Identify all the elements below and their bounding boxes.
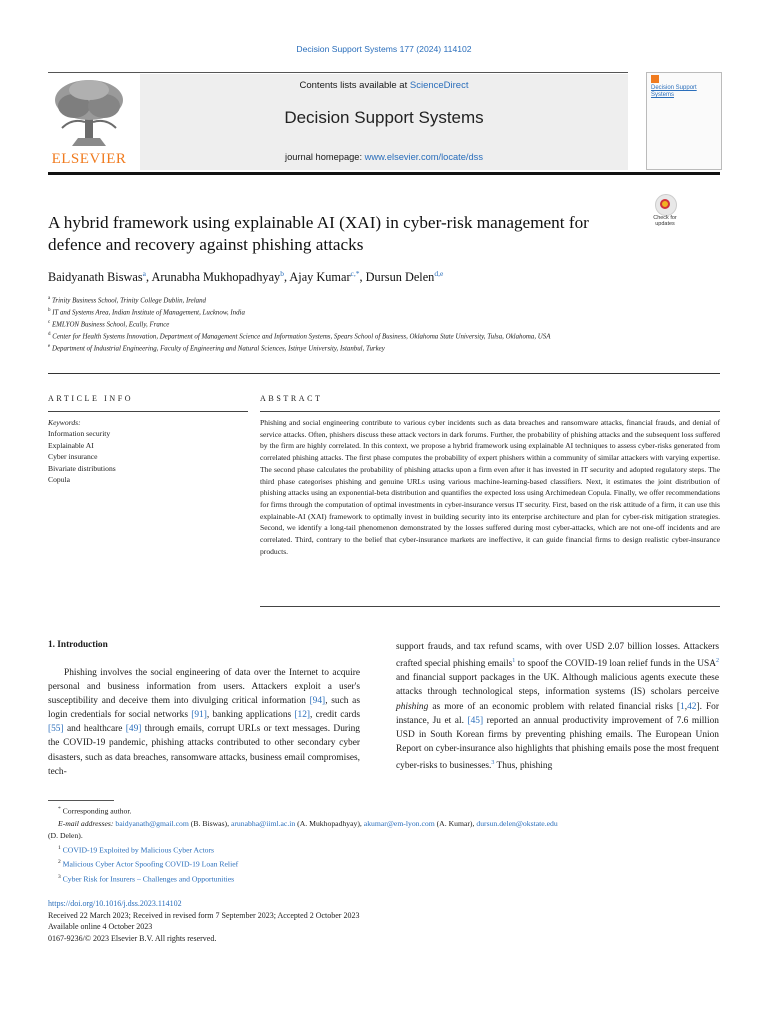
author-affil-sup[interactable]: a <box>142 269 146 278</box>
email-link[interactable]: arunabha@iiml.ac.in <box>230 818 296 828</box>
body-text: , banking applications <box>206 710 295 721</box>
body-text: and healthcare <box>63 724 126 735</box>
footnote-link[interactable]: Malicious Cyber Actor Spoofing COVID-19 Loan Relief <box>62 859 239 869</box>
journal-cover-thumbnail[interactable] <box>646 72 722 170</box>
affil-label: e <box>48 343 51 349</box>
email-link[interactable]: akumar@em-lyon.com <box>363 818 435 828</box>
corresponding-text: Corresponding author. <box>62 806 132 816</box>
abstract-text: Phishing and social engineering contribute to various cyber incidents such as data breaches and ransomware attacks, financial frauds, and denial of service attacks. Often, phishers discuss these attack vectors in dark forums. Further, the probability of phishing attacks and the subsequent loss suffered by the firm are highly correlated. In this context, we propose a hybrid framework using explainable AI techniques to assess cyber-risks generated from correlated phishing attacks. The first phase computes the probability of expert phishers within a community of similar attackers with varying expertise. The second phase calculates the probability of phishing attacks upon a firm even after it has invested in IT security and adopted regulatory steps. The third phase categorises phishing and genuine URLs using various machine-learning-based classifiers. Next, it estimates the joint distribution of phishing attacks using an exponential-beta distribution and quantifies the expected loss using Archimedean Copula. Finally, we offer recommendations for firms through the computation of optimal investments in cyber-insurance versus IT security. First, based on the risk attitude of a firm, it can use this explainable-AI (XAI) framework to optimally invest in building security into its enterprise architecture and plan for cyber-risk mitigation strategies. Second, we identify a long-tail phenomenon demonstrated by the losses suffered during most cyber-attacks, which are not one-off incidents and are correlated. Third, contrary to the belief that cyber-insurance markets are ineffective, it can guide financial firms to design realistic cyber-insurance products. <box>260 418 720 556</box>
body-text: as more of an economic problem with related financial risks [ <box>428 701 681 712</box>
email-tail: (D. Delen). <box>48 830 83 840</box>
footnote-item <box>48 842 720 857</box>
header-top-rule <box>48 72 628 73</box>
intro-left-column <box>48 666 360 779</box>
email-label: E-mail addresses: <box>58 818 116 828</box>
homepage-prefix: journal homepage: <box>285 152 365 162</box>
body-text: reported an annual productivity improvement of 7.6 million USD in South Korean firms by preventing phishing emails. The European Union Report on cyber-insurance also highlights that phishing emails pose the most frequent cyber-risks to businesses. <box>396 715 719 771</box>
corresponding-author-note <box>48 803 720 818</box>
emphasis-text: phishing <box>396 701 429 712</box>
body-text: , credit cards <box>310 710 360 721</box>
body-text: Phishing involves the social engineering of data over the Internet to acquire personal and business information from users. Attackers exploit a user's susceptibility and deceive them into divulging critical information <box>48 668 360 707</box>
affiliation <box>48 342 648 354</box>
author-affil-sup[interactable]: b <box>280 269 284 278</box>
affil-label: b <box>48 307 51 313</box>
available-online: Available online 4 October 2023 <box>48 922 153 931</box>
cover-title: Decision Support Systems <box>651 85 697 98</box>
citation-link[interactable]: [12] <box>294 710 311 721</box>
check-updates-label: Check for updates <box>653 215 677 227</box>
affiliation <box>48 330 648 342</box>
keyword: Explainable AI <box>48 440 94 450</box>
body-text: , such as login credentials for social networks <box>48 696 360 721</box>
author-name[interactable]: Arunabha Mukhopadhyay <box>151 270 281 285</box>
footnote-marker[interactable]: 3 <box>491 759 495 766</box>
homepage-link[interactable]: www.elsevier.com/locate/dss <box>364 152 483 162</box>
elsevier-tree-icon <box>52 78 126 148</box>
keyword: Cyber insurance <box>48 452 98 462</box>
abstract-end-rule <box>260 606 720 607</box>
footnote-number: 1 <box>58 844 61 851</box>
paper-title: A hybrid framework using explainable AI (XAI) in cyber-risk management for defence and recovery against phishing attacks <box>48 213 589 254</box>
copyright-notice: 0167-9236/© 2023 Elsevier B.V. All rights reserved. <box>48 933 217 943</box>
affil-text: IT and Systems Area, Indian Institute of Management, Lucknow, India <box>52 309 245 317</box>
keyword: Bivariate distributions <box>48 463 116 473</box>
citation-link[interactable]: 1 <box>680 701 685 712</box>
doi-link[interactable]: https://doi.org/10.1016/j.dss.2023.114102 <box>48 899 182 908</box>
citation-link[interactable]: [55] <box>48 724 64 735</box>
homepage-line <box>140 152 628 162</box>
email-owner: (B. Biswas), <box>188 818 231 828</box>
citation-link[interactable]: 42 <box>687 701 697 712</box>
keyword: Information security <box>48 429 111 439</box>
citation-link[interactable]: [91] <box>191 710 207 721</box>
footnote-marker[interactable]: 1 <box>512 658 516 665</box>
publication-info <box>48 898 720 944</box>
body-text: ]. For instance, Ju et al. <box>396 701 719 726</box>
affil-label: d <box>48 331 51 337</box>
email-owner: (A. Mukhopadhyay), <box>295 818 364 828</box>
received-dates: Received 22 March 2023; Received in revised form 7 September 2023; Accepted 2 October 2023 <box>48 910 360 920</box>
affiliation <box>48 318 648 330</box>
introduction-heading: 1. Introduction <box>48 640 108 650</box>
footnotes <box>48 803 720 885</box>
check-updates-bookmark-icon <box>660 199 670 209</box>
body-text: through emails, corrupt URLs or text messages. During the COVID-19 pandemic, phishing attacks contributed to other secondary cyber disasters, such as data breaches, ransomware attacks, business email compromises, tech- <box>48 724 360 777</box>
author-list: Baidyanath Biswas$^a$, Arunabha Mukhopadhyay$^b$, Ajay Kumar$^{c,*}$, Dursun Delen$^{d,e}$ <box>48 269 444 285</box>
publisher-name: ELSEVIER <box>51 151 127 167</box>
article-info-rule <box>48 411 248 412</box>
body-text: Thus, phishing <box>494 761 553 771</box>
footnote-link[interactable]: Cyber Risk for Insurers – Challenges and Opportunities <box>62 874 235 884</box>
citation-link[interactable]: [94] <box>309 696 326 707</box>
sciencedirect-link[interactable]: ScienceDirect <box>409 80 469 91</box>
footnote-link[interactable]: COVID-19 Exploited by Malicious Cyber Actors <box>62 845 215 855</box>
affil-text: EMLYON Business School, Ecully, France <box>51 321 170 329</box>
journal-title: Decision Support Systems <box>284 108 484 127</box>
affil-text: Department of Industrial Engineering, Faculty of Engineering and Natural Sciences, Istinye University, Istanbul, Turkey <box>51 344 385 352</box>
journal-reference-link[interactable]: Decision Support Systems 177 (2024) 114102 <box>296 44 472 54</box>
email-link[interactable]: baidyanath@gmail.com <box>115 818 189 828</box>
footnote-marker[interactable]: 2 <box>716 658 719 665</box>
contents-prefix: Contents lists available at <box>299 80 410 91</box>
body-text: support frauds, and tax refund scams, with over USD 2.07 billion losses. Attackers crafted special phishing emails <box>396 642 719 670</box>
citation-link[interactable]: [49] <box>125 724 142 735</box>
footnote-number: 3 <box>58 873 61 880</box>
asterisk-marker: * <box>58 806 61 812</box>
body-text: , <box>684 701 688 712</box>
contents-line <box>140 80 628 91</box>
email-addresses <box>48 818 720 830</box>
intro-right-column <box>396 640 719 773</box>
affil-label: c <box>48 319 51 325</box>
footnote-rule <box>48 800 114 801</box>
affiliation <box>48 306 648 318</box>
article-info-heading: ARTICLE INFO <box>48 394 134 403</box>
author-name[interactable]: Baidyanath Biswas <box>48 270 143 285</box>
affiliations <box>48 294 648 353</box>
keywords-label: Keywords: <box>48 418 81 427</box>
email-link[interactable]: dursun.delen@okstate.edu <box>476 818 558 828</box>
author-affil-sup[interactable]: c,* <box>350 269 360 278</box>
elsevier-logo[interactable] <box>48 78 130 168</box>
email-owner: (A. Kumar), <box>434 818 477 828</box>
check-for-updates-button[interactable] <box>648 194 682 228</box>
cover-logo-icon <box>651 75 659 83</box>
keywords-list <box>48 417 248 485</box>
affil-text: Center for Health Systems Innovation, Department of Management Science and Information Systems, Spears School of Business, Oklahoma State University, Tulsa, Oklahoma, USA <box>52 332 551 340</box>
footnote-number: 2 <box>58 859 61 866</box>
abstract-rule <box>260 411 720 412</box>
header-bottom-rule <box>48 172 720 175</box>
keyword: Copula <box>48 475 70 485</box>
author-affil-sup[interactable]: d,e <box>434 269 444 278</box>
section-divider <box>48 373 720 374</box>
body-text: to spoof the COVID-19 loan relief funds in the USA <box>515 659 716 670</box>
citation-link[interactable]: [45] <box>467 715 484 726</box>
author-name[interactable]: Dursun Delen <box>365 270 435 285</box>
footnote-item <box>48 871 720 886</box>
affil-label: a <box>48 296 51 301</box>
author-name[interactable]: Ajay Kumar <box>289 270 351 285</box>
affil-text: Trinity Business School, Trinity College Dublin, Ireland <box>51 297 206 305</box>
body-text: and financial support packages in the UK. Although malicious agents execute these attacks through technological steps, information systems (IS) scholars perceive <box>396 673 719 698</box>
abstract-heading: ABSTRACT <box>260 394 323 403</box>
footnote-item <box>48 856 720 871</box>
affiliation <box>48 294 648 306</box>
